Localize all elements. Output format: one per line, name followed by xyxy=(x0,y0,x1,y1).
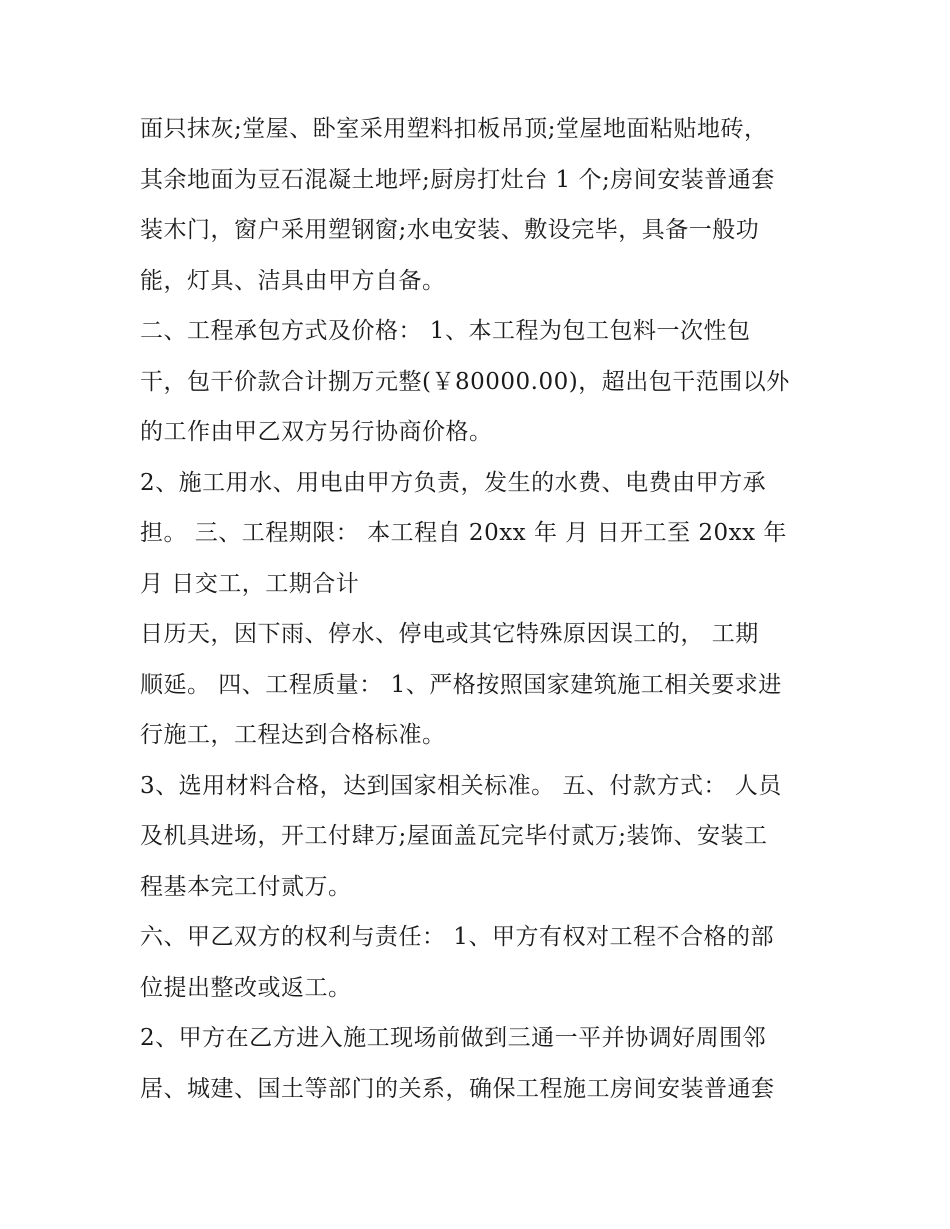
text-line: 3、选用材料合格，达到国家相关标准。 五、付款方式： 人员 xyxy=(140,772,782,799)
text-line: 日历天，因下雨、停水、停电或其它特殊原因误工的， 工期 xyxy=(140,621,759,647)
text-line: 居、城建、国土等部门的关系，确保工程施工房间安装普通套 xyxy=(140,1075,775,1102)
text-line: 及机具进场，开工付肆万;屋面盖瓦完毕付贰万;装饰、安装工 xyxy=(140,823,768,849)
text-line: 月 日交工，工期合计 xyxy=(140,570,360,597)
text-line: 的工作由甲乙双方另行协商价格。 xyxy=(140,419,493,445)
text-line: 面只抹灰;堂屋、卧室采用塑料扣板吊顶;堂屋地面粘贴地砖， xyxy=(140,116,768,142)
text-line: 能，灯具、洁具由甲方自备。 xyxy=(140,267,446,294)
text-line: 装木门，窗户采用塑钢窗;水电安装、敷设完毕，具备一般功 xyxy=(140,217,760,243)
text-line: 顺延。 四、工程质量： 1、严格按照国家建筑施工相关要求进 xyxy=(140,671,782,698)
text-line: 其余地面为豆石混凝土地坪;厨房打灶台 1 个;房间安装普通套 xyxy=(140,166,775,193)
text-line: 行施工，工程达到合格标准。 xyxy=(140,722,446,748)
contract-body-text xyxy=(140,104,830,1114)
section-heading-line: 二、工程承包方式及价格： 1、本工程为包工包料一次性包 xyxy=(140,318,751,344)
text-line: 担。 三、工程期限： 本工程自 20xx 年 月 日开工至 20xx 年 xyxy=(140,520,787,546)
text-line: 程基本完工付贰万。 xyxy=(140,873,352,900)
text-line: 位提出整改或返工。 xyxy=(140,974,352,1001)
text-line: 2、甲方在乙方进入施工现场前做到三通一平并协调好周围邻 xyxy=(140,1025,767,1051)
text-line: 2、施工用水、用电由甲方负责，发生的水费、电费由甲方承 xyxy=(140,469,767,496)
text-line: 干，包干价款合计捌万元整(￥80000.00)，超出包干范围以外 xyxy=(140,368,790,395)
section-heading-line: 六、甲乙双方的权利与责任： 1、甲方有权对工程不合格的部 xyxy=(140,924,774,950)
